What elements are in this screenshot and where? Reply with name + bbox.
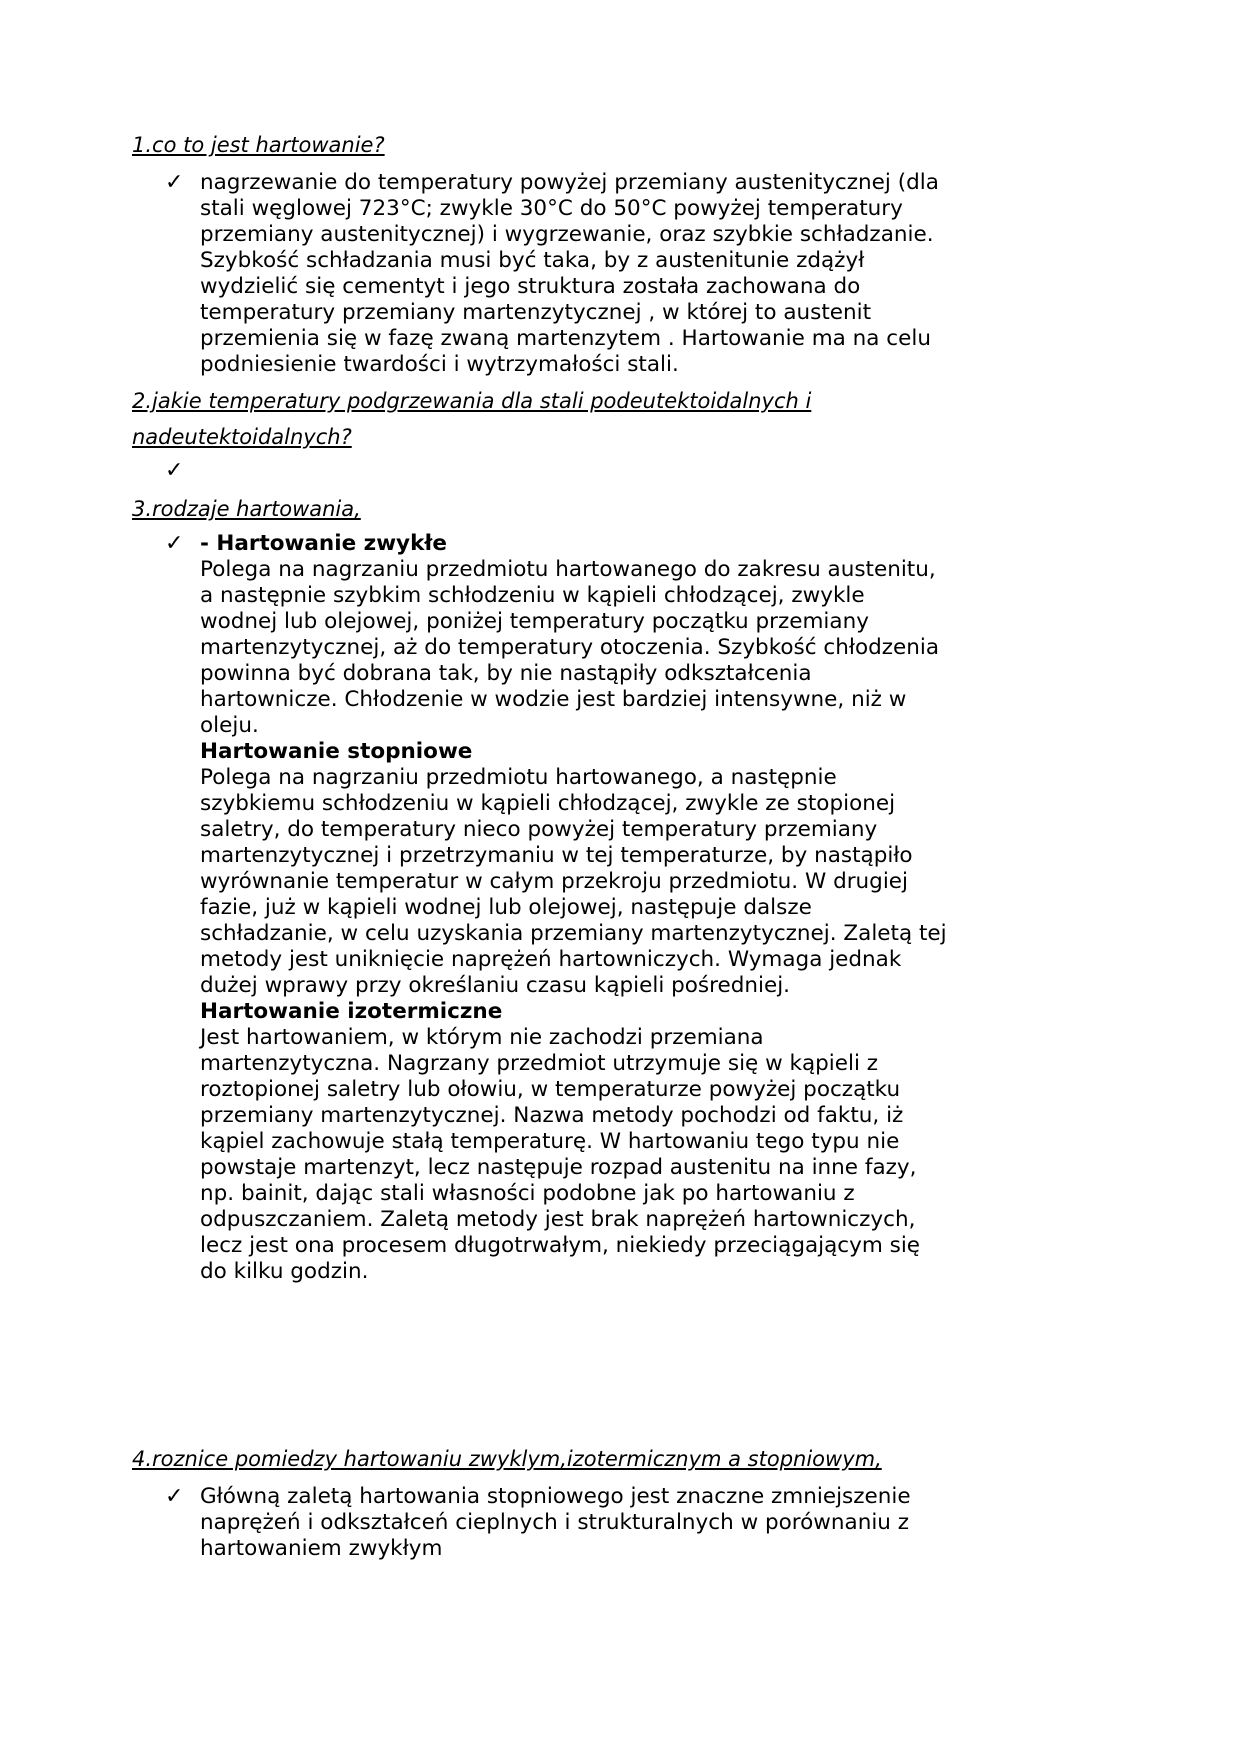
- text-line: wyrównanie temperatur w całym przekroju przedmiotu. W drugiej: [200, 869, 908, 894]
- text-line: fazie, już w kąpieli wodnej lub olejowej, następuje dalsze: [200, 895, 812, 920]
- text-line: hartownicze. Chłodzenie w wodzie jest bardziej intensywne, niż w: [200, 687, 907, 712]
- text-line: martenzytycznej, aż do temperatury otoczenia. Szybkość chłodzenia: [200, 635, 940, 660]
- text-line: lecz jest ona procesem długotrwałym, niekiedy przeciągającym się: [200, 1233, 921, 1258]
- text-line: przemienia się w fazę zwaną martenzytem . Hartowanie ma na celu: [200, 326, 931, 351]
- text-line: do kilku godzin.: [200, 1259, 369, 1284]
- text-line: martenzytyczna. Nagrzany przedmiot utrzymuje się w kąpieli z: [200, 1051, 879, 1076]
- text-line: martenzytycznej i przetrzymaniu w tej temperaturze, by nastąpiło: [200, 843, 913, 868]
- checkmark-icon: ✓: [165, 1484, 184, 1509]
- text-line: a następnie szybkim schłodzeniu w kąpieli chłodzącej, zwykle: [200, 583, 865, 608]
- subsection-title-hartowanie-izotermiczne: Hartowanie izotermiczne: [200, 999, 503, 1024]
- text-line: przemiany austenitycznej) i wygrzewanie, oraz szybkie schładzanie.: [200, 222, 934, 247]
- text-line: Główną zaletą hartowania stopniowego jest znaczne zmniejszenie: [200, 1484, 911, 1509]
- answer-3: [200, 531, 1100, 1285]
- text-line: schładzanie, w celu uzyskania przemiany martenzytycznej. Zaletą tej: [200, 921, 947, 946]
- text-line: roztopionej saletry lub ołowiu, w temperaturze powyżej początku: [200, 1077, 901, 1102]
- text-line: Polega na nagrzaniu przedmiotu hartowanego do zakresu austenitu,: [200, 557, 936, 582]
- text-line: Szybkość schładzania musi być taka, by z austenitunie zdążył: [200, 248, 865, 273]
- text-line: kąpiel zachowuje stałą temperaturę. W hartowaniu tego typu nie: [200, 1129, 900, 1154]
- text-line: metody jest uniknięcie naprężeń hartowniczych. Wymaga jednak: [200, 947, 902, 972]
- question-4-heading: 4.roznice pomiedzy hartowaniu zwyklym,izotermicznym a stopniowym,: [132, 1447, 882, 1471]
- text-line: oleju.: [200, 713, 259, 738]
- question-2-heading-line-1: 2.jakie temperatury podgrzewania dla stali podeutektoidalnych i: [132, 389, 812, 413]
- text-line: wodnej lub olejowej, poniżej temperatury początku przemiany: [200, 609, 869, 634]
- checkmark-icon: ✓: [165, 458, 184, 483]
- answer-1: [200, 170, 1100, 378]
- answer-4: [200, 1484, 1100, 1562]
- text-line: nagrzewanie do temperatury powyżej przemiany austenitycznej (dla: [200, 170, 939, 195]
- subsection-title-hartowanie-stopniowe: Hartowanie stopniowe: [200, 739, 473, 764]
- subsection-title-hartowanie-zwykle: - Hartowanie zwykłe: [200, 531, 447, 556]
- text-line: temperatury przemiany martenzytycznej , w której to austenit: [200, 300, 872, 325]
- text-line: wydzielić się cementyt i jego struktura została zachowana do: [200, 274, 861, 299]
- text-line: przemiany martenzytycznej. Nazwa metody pochodzi od faktu, iż: [200, 1103, 904, 1128]
- question-3-heading: 3.rodzaje hartowania,: [132, 497, 361, 521]
- text-line: hartowaniem zwykłym: [200, 1536, 443, 1561]
- text-line: odpuszczaniem. Zaletą metody jest brak naprężeń hartowniczych,: [200, 1207, 916, 1232]
- text-line: Jest hartowaniem, w którym nie zachodzi przemiana: [200, 1025, 764, 1050]
- checkmark-icon: ✓: [165, 531, 184, 556]
- text-line: powstaje martenzyt, lecz następuje rozpad austenitu na inne fazy,: [200, 1155, 917, 1180]
- text-line: powinna być dobrana tak, by nie nastąpiły odkształcenia: [200, 661, 812, 686]
- text-line: szybkiemu schłodzeniu w kąpieli chłodzącej, zwykle ze stopionej: [200, 791, 896, 816]
- text-line: dużej wprawy przy określaniu czasu kąpieli pośredniej.: [200, 973, 791, 998]
- checkmark-icon: ✓: [165, 170, 184, 195]
- text-line: naprężeń i odkształceń cieplnych i strukturalnych w porównaniu z: [200, 1510, 910, 1535]
- text-line: podniesienie twardości i wytrzymałości stali.: [200, 352, 679, 377]
- text-line: stali węglowej 723°C; zwykle 30°C do 50°C powyżej temperatury: [200, 196, 903, 221]
- text-line: saletry, do temperatury nieco powyżej temperatury przemiany: [200, 817, 878, 842]
- text-line: Polega na nagrzaniu przedmiotu hartowanego, a następnie: [200, 765, 837, 790]
- question-1-heading: 1.co to jest hartowanie?: [132, 133, 385, 157]
- question-2-heading-line-2: nadeutektoidalnych?: [132, 425, 352, 449]
- text-line: np. bainit, dając stali własności podobne jak po hartowaniu z: [200, 1181, 855, 1206]
